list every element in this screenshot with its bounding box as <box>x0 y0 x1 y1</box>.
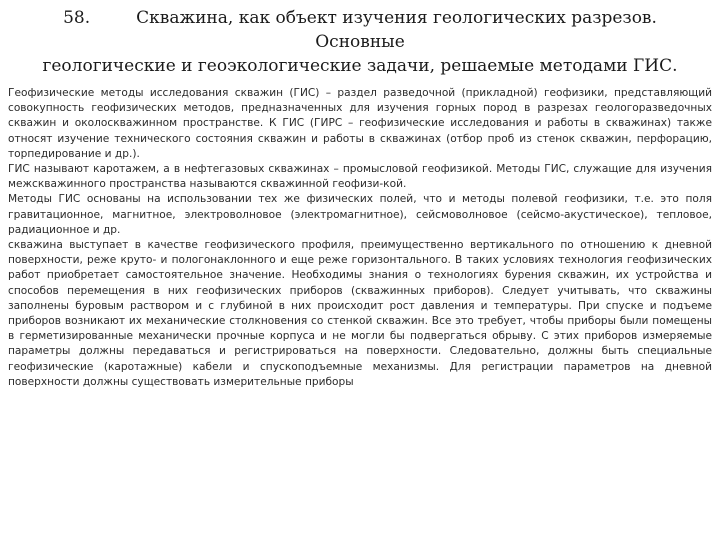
title-line-1 <box>28 6 692 54</box>
body-text <box>8 86 712 390</box>
title-number: 58. <box>63 8 91 28</box>
title-line-2: геологические и геоэкологические задачи, решаемые методами ГИС. <box>42 56 678 76</box>
slide-title <box>8 6 712 78</box>
paragraph-gis-definition: Геофизические методы исследования скважин (ГИС) – раздел разведочной (прикладной) геофизики, представляющий совокупность геофизических методов, предназначенных для изучения горных пород в разрезах геологоразведочных скважин и околоскважинном пространстве. К ГИС (ГИРС – геофизические исследования и работы в скважинах) также относят изучение технического состояния скважин и работы в скважинах (отбор проб из стенок скважин, перфорацию, торпедирование и др.). <box>8 87 712 160</box>
paragraph-borehole-profile: скважина выступает в качестве геофизического профиля, преимущественно вертикального по отношению к дневной поверхности, реже круто- и пологонаклонного и еще реже горизонтального. В таких условиях технология геофизических работ приобретает самостоятельное значение. Необходимы знания о технологиях бурения скважин, их устройства и способов перемещения в них геофизических приборов (скважинных приборов). Следует учитывать, что скважины заполнены буровым раствором и с глубиной в них происходит рост давления и температуры. При спуске и подъеме приборов возникают их механические столкновения со стенкой скважин. Все это требует, чтобы приборы были помещены в герметизированные механически прочные корпуса и не могли бы подвергаться обрыву. С этих приборов измеряемые параметры должны передаваться и регистрироваться на поверхности. Следовательно, должны быть специальные геофизические (каротажные) кабели и спускоподъемные механизмы. Для регистрации параметров на дневной поверхности должны существовать измерительные приборы <box>8 239 712 388</box>
paragraph-physical-fields: Методы ГИС основаны на использовании тех же физических полей, что и методы полевой геофизики, т.е. это поля гравитационное, магнитное, электроволновое (электромагнитное), сейсмоволновое (сейсмо-акустическое), тепловое, радиационное и др. <box>8 193 712 236</box>
title-text-1: Скважина, как объект изучения геологических разрезов. Основные <box>136 8 657 52</box>
paragraph-karotazh: ГИС называют каротажем, а в нефтегазовых скважинах – промысловой геофизикой. Методы ГИС, служащие для изучения межскважинного пространства называются скважинной геофизи-кой. <box>8 163 712 191</box>
